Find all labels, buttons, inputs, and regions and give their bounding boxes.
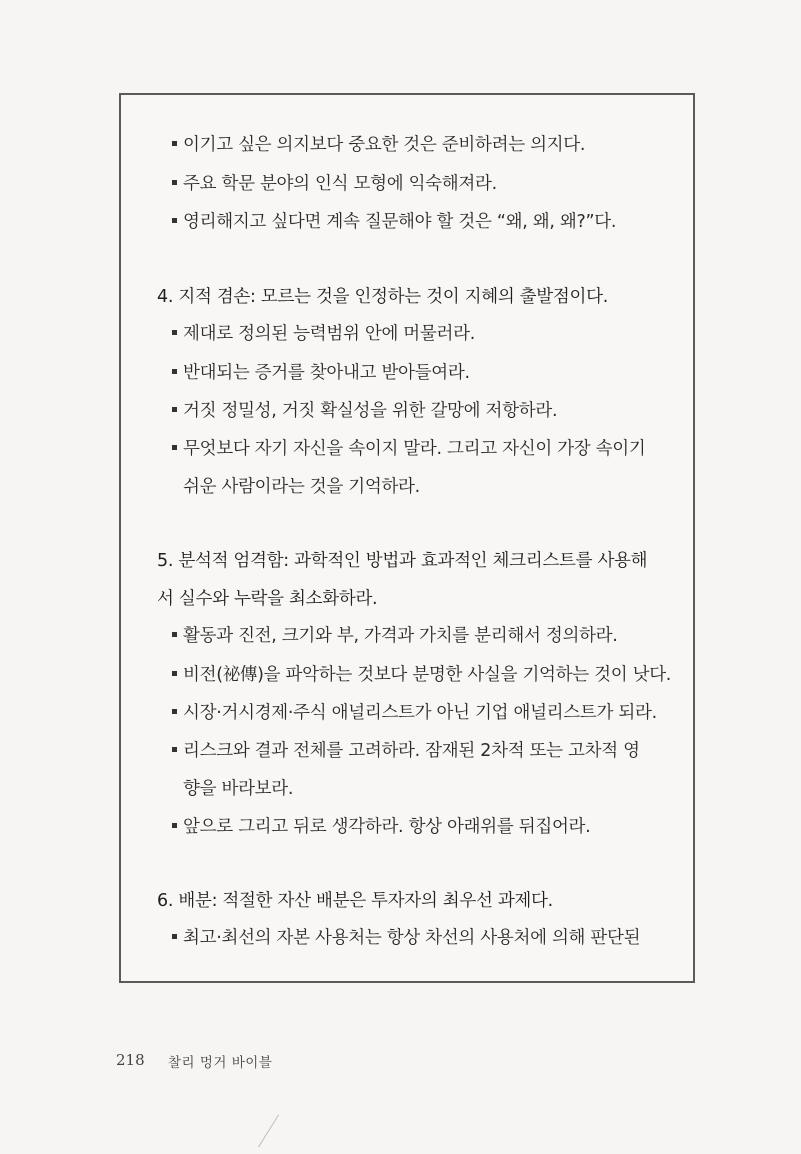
pencil-mark	[258, 1115, 279, 1148]
bullet-item: 반대되는 증거를 찾아내고 받아들여라.	[172, 361, 470, 385]
page-number: 218	[116, 1051, 145, 1069]
book-title: 찰리 멍거 바이블	[168, 1055, 273, 1071]
bullet-item: 주요 학문 분야의 인식 모형에 익숙해져라.	[172, 172, 497, 196]
bullet-item: 무엇보다 자기 자신을 속이지 말라. 그리고 자신이 가장 속이기	[172, 437, 646, 461]
bullet-item: 영리해지고 싶다면 계속 질문해야 할 것은 “왜, 왜, 왜?”다.	[172, 210, 616, 234]
bullet-continuation: 향을 바라보라.	[183, 779, 294, 799]
section-heading: 4. 지적 겸손: 모르는 것을 인정하는 것이 지혜의 출발점이다.	[157, 287, 608, 307]
bullet-item: 제대로 정의된 능력범위 안에 머물러라.	[172, 322, 475, 346]
section-heading: 6. 배분: 적절한 자산 배분은 투자자의 최우선 과제다.	[157, 891, 553, 911]
section-heading: 5. 분석적 엄격함: 과학적인 방법과 효과적인 체크리스트를 사용해	[157, 551, 648, 571]
bullet-item: 리스크와 결과 전체를 고려하라. 잠재된 2차적 또는 고차적 영	[172, 739, 640, 763]
bullet-item: 앞으로 그리고 뒤로 생각하라. 항상 아래위를 뒤집어라.	[172, 815, 590, 839]
bullet-item: 활동과 진전, 크기와 부, 가격과 가치를 분리해서 정의하라.	[172, 624, 618, 648]
bullet-item: 이기고 싶은 의지보다 중요한 것은 준비하려는 의지다.	[172, 133, 585, 157]
bullet-item: 비전(祕傳)을 파악하는 것보다 분명한 사실을 기억하는 것이 낫다.	[172, 663, 671, 687]
bullet-item: 최고·최선의 자본 사용처는 항상 차선의 사용처에 의해 판단된	[172, 926, 640, 950]
bullet-continuation: 쉬운 사람이라는 것을 기억하라.	[183, 477, 420, 497]
bullet-item: 시장·거시경제·주식 애널리스트가 아닌 기업 애널리스트가 되라.	[172, 701, 657, 725]
section-heading-continuation: 서 실수와 누락을 최소화하라.	[157, 589, 378, 609]
bullet-item: 거짓 정밀성, 거짓 확실성을 위한 갈망에 저항하라.	[172, 399, 557, 423]
